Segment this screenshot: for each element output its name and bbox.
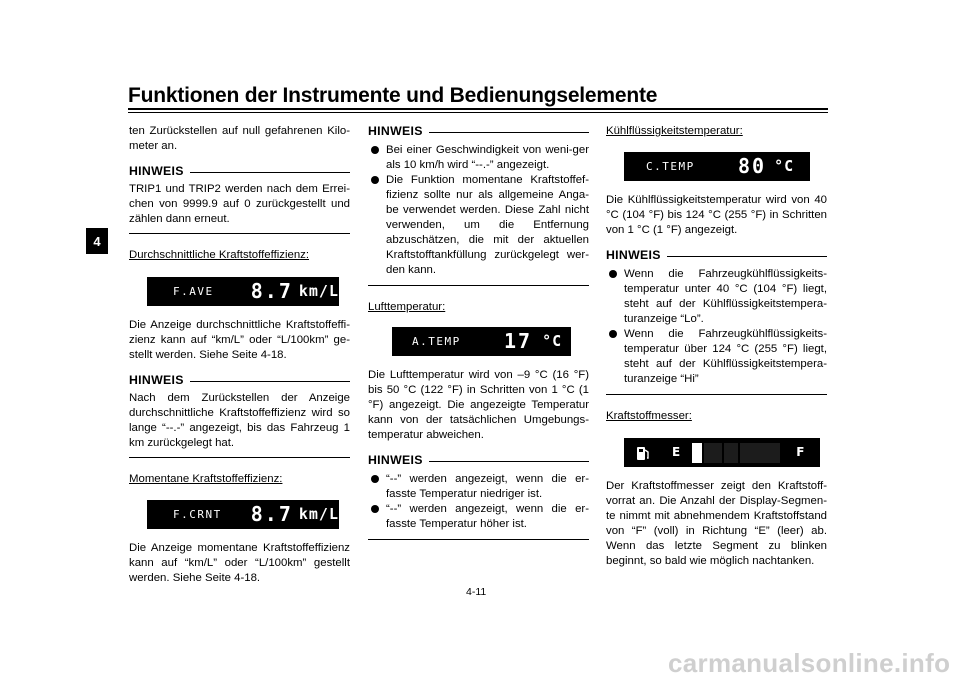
- header-rule: [128, 108, 828, 110]
- hinweis-rule: [429, 132, 589, 133]
- hinweis-rule: [190, 381, 350, 382]
- hinweis-label: HINWEIS: [368, 124, 423, 138]
- section-text-current-efficiency: Die Anzeige momentane Kraftstoffeffizienz kann auf “km/L” oder “L/100km” gestellt werden. Siehe Seite 4-18.: [129, 542, 350, 584]
- bullet-icon: [371, 475, 379, 483]
- hinweis-bullet-list: [368, 472, 589, 532]
- lcd-average-efficiency: [147, 277, 339, 306]
- hinweis-label: HINWEIS: [129, 373, 184, 387]
- section-heading-air-temperature: Lufttemperatur:: [368, 301, 446, 313]
- section-text-coolant-temperature: Die Kühlflüssigkeitstemperatur wird von 40 °C (104 °F) bis 124 °C (255 °F) in Schritten von 1 °C (1 °F) angezeigt.: [606, 194, 827, 236]
- hinweis-label: HINWEIS: [368, 453, 423, 467]
- list-item: [368, 143, 589, 173]
- hinweis-heading: [606, 248, 827, 263]
- bullet-text: Bei einer Geschwindigkeit von weni-ger als 10 km/h wird “--.-” angezeigt.: [386, 144, 589, 171]
- lcd-value: 8.7: [250, 279, 293, 303]
- hinweis-heading: [368, 124, 589, 139]
- section-text-average-efficiency: Die Anzeige durchschnittliche Kraftstoffeffi-zienz kann auf “km/L” oder “L/100km” ge-stellt werden. Siehe Seite 4-18.: [129, 319, 350, 361]
- fuel-segment: [724, 443, 738, 463]
- lcd-value: 80: [738, 154, 767, 178]
- bullet-icon: [371, 146, 379, 154]
- header-rule-thin: [128, 112, 828, 113]
- lcd-unit: °C: [774, 157, 795, 175]
- section-heading-fuel-meter: Kraftstoffmesser:: [606, 410, 692, 422]
- section-text-fuel-meter: Der Kraftstoffmesser zeigt den Kraftstoff-vorrat an. Die Anzahl der Display-Segmen-te nimmt mit abnehmendem Kraftstoffstand von “F” (voll) in Richtung “E” (leer) ab. Wenn das letzte Segment zu blinken beginnt, so bald wie möglich nachtanken.: [606, 480, 827, 567]
- lcd-unit: °C: [542, 332, 563, 350]
- hinweis-heading: [129, 164, 350, 179]
- bullet-text: Wenn die Fahrzeugkühlflüssigkeits-temperatur über 124 °C (255 °F) liegt, steht auf der Kühlflüssigkeitstempera-turanzeige “Hi”: [624, 328, 827, 385]
- hinweis-end-rule: [368, 539, 589, 540]
- column-2: [368, 124, 589, 540]
- fuel-full-label: F: [796, 445, 805, 459]
- hinweis-text: Nach dem Zurückstellen der Anzeige durchschnittliche Kraftstoffeffizienz wird so lange “--.-” angezeigt, bis das Fahrzeug 1 km zurückgelegt hat.: [129, 392, 350, 449]
- fuel-segment: [692, 443, 702, 463]
- lcd-label: F.AVE: [173, 285, 214, 298]
- hinweis-heading: [368, 453, 589, 468]
- lcd-unit: km/L: [298, 282, 339, 300]
- fuel-segments: [692, 443, 780, 463]
- column-3: [606, 124, 827, 569]
- section-heading-coolant-temperature: Kühlflüssigkeitstemperatur:: [606, 125, 743, 137]
- lcd-label: C.TEMP: [646, 160, 695, 173]
- lcd-unit: km/L: [298, 505, 339, 523]
- hinweis-rule: [429, 461, 589, 462]
- hinweis-rule: [190, 172, 350, 173]
- hinweis-rule: [667, 256, 827, 257]
- bullet-icon: [609, 330, 617, 338]
- lcd-label: A.TEMP: [412, 335, 461, 348]
- fuel-empty-label: E: [672, 445, 681, 459]
- bullet-icon: [371, 176, 379, 184]
- hinweis-bullet-list: [368, 143, 589, 278]
- lcd-value: 8.7: [250, 502, 293, 526]
- hinweis-text: TRIP1 und TRIP2 werden nach dem Errei-chen von 9999.9 auf 0 zurückgestellt und zählen dann erneut.: [129, 183, 350, 225]
- list-item: [606, 267, 827, 327]
- lcd-coolant-temperature: [624, 152, 810, 181]
- column-1: [129, 124, 350, 586]
- fuel-segment: [740, 443, 780, 463]
- list-item: [368, 173, 589, 278]
- bullet-text: Wenn die Fahrzeugkühlflüssigkeits-temperatur unter 40 °C (104 °F) liegt, steht auf der Kühlflüssigkeitstempera-turanzeige “Lo”.: [624, 268, 827, 325]
- intro-paragraph: ten Zurückstellen auf null gefahrenen Kilo-meter an.: [129, 125, 350, 152]
- lcd-current-efficiency: [147, 500, 339, 529]
- hinweis-bullet-list: [606, 267, 827, 387]
- bullet-icon: [609, 270, 617, 278]
- page-title: Funktionen der Instrumente und Bedienungselemente: [128, 84, 658, 107]
- fuel-segment: [704, 443, 722, 463]
- list-item: [368, 472, 589, 502]
- fuel-pump-icon: [636, 445, 662, 461]
- hinweis-label: HINWEIS: [606, 248, 661, 262]
- fuel-gauge-display: [624, 438, 820, 467]
- bullet-text: Die Funktion momentane Kraftstoffef-fizienz sollte nur als allgemeine Anga-be verwendet werden. Diese Zahl nicht verwenden, um die Entfernung abzuschätzen, die mit der aktuellen Kraftstofftankfüllung zurückgelegt wer-den kann.: [386, 174, 589, 276]
- section-heading-current-efficiency: Momentane Kraftstoffeffizienz:: [129, 473, 283, 485]
- list-item: [606, 327, 827, 387]
- page-number: 4-11: [466, 586, 487, 598]
- bullet-text: “--” werden angezeigt, wenn die er-fasste Temperatur niedriger ist.: [386, 473, 589, 500]
- watermark: carmanualsonline.info: [668, 648, 951, 678]
- lcd-air-temperature: [392, 327, 571, 356]
- bullet-icon: [371, 505, 379, 513]
- hinweis-heading: [129, 373, 350, 388]
- lcd-label: F.CRNT: [173, 508, 222, 521]
- section-heading-average-efficiency: Durchschnittliche Kraftstoffeffizienz:: [129, 249, 310, 261]
- section-text-air-temperature: Die Lufttemperatur wird von –9 °C (16 °F) bis 50 °C (122 °F) in Schritten von 1 °C (1 °F) angezeigt. Die angezeigte Temperatur kann von der tatsächlichen Umgebungs-temperatur abweichen.: [368, 369, 589, 441]
- hinweis-label: HINWEIS: [129, 164, 184, 178]
- bullet-text: “--” werden angezeigt, wenn die er-fasste Temperatur höher ist.: [386, 503, 589, 530]
- chapter-tab: 4: [86, 228, 108, 254]
- lcd-value: 17: [504, 329, 533, 353]
- list-item: [368, 502, 589, 532]
